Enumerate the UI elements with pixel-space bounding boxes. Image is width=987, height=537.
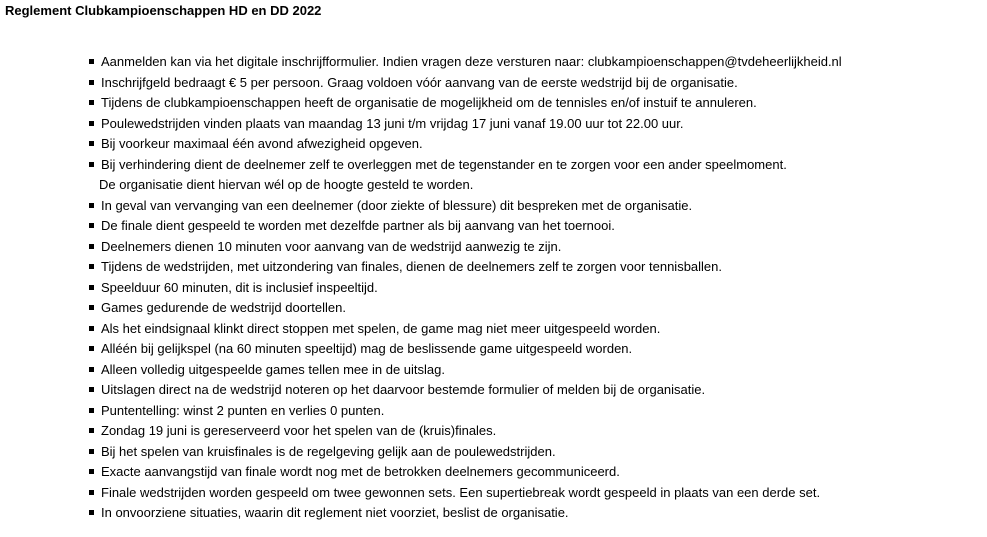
rules-list xyxy=(88,52,842,524)
list-item xyxy=(88,442,842,463)
list-item xyxy=(88,462,842,483)
rule-text: Games gedurende de wedstrijd doortellen. xyxy=(101,300,346,315)
bullet-icon xyxy=(89,141,94,146)
list-item xyxy=(88,339,842,360)
list-item xyxy=(88,237,842,258)
rule-text: In onvoorziene situaties, waarin dit reglement niet voorziet, beslist de organisatie. xyxy=(101,505,569,520)
bullet-icon xyxy=(89,244,94,249)
bullet-icon xyxy=(89,285,94,290)
rule-text: In geval van vervanging van een deelnemer (door ziekte of blessure) dit bespreken met de organisatie. xyxy=(101,197,693,213)
rule-text: Alleen volledig uitgespeelde games tellen mee in de uitslag. xyxy=(101,361,445,377)
bullet-icon xyxy=(89,59,94,64)
rule-text: Puntentelling: winst 2 punten en verlies 0 punten. xyxy=(101,402,385,418)
rule-text: Tijdens de wedstrijden, met uitzondering van finales, dienen de deelnemers zelf te zorgen voor tennisballen. xyxy=(101,259,722,274)
list-item xyxy=(88,421,842,442)
list-item xyxy=(88,52,842,73)
bullet-icon xyxy=(89,326,94,331)
rule-text: Aanmelden kan via het digitale inschrijfformulier. Indien vragen deze versturen naar: clubkampioenschappen@tvdeheerlijkheid.nl xyxy=(101,54,842,69)
bullet-icon xyxy=(89,223,94,228)
list-item xyxy=(88,380,842,401)
bullet-icon xyxy=(89,510,94,515)
bullet-icon xyxy=(89,387,94,392)
list-item xyxy=(88,360,842,381)
bullet-icon xyxy=(89,469,94,474)
bullet-icon xyxy=(89,346,94,351)
bullet-icon xyxy=(89,100,94,105)
bullet-icon xyxy=(89,264,94,269)
bullet-icon xyxy=(89,80,94,85)
rule-text: Inschrijfgeld bedraagt € 5 per persoon. Graag voldoen vóór aanvang van de eerste wedstrijd bij de organisatie. xyxy=(101,74,738,90)
bullet-icon xyxy=(89,428,94,433)
list-item xyxy=(88,155,842,196)
rule-text: De finale dient gespeeld te worden met dezelfde partner als bij aanvang van het toernooi. xyxy=(101,218,615,233)
rule-text: Bij het spelen van kruisfinales is de regelgeving gelijk aan de poulewedstrijden. xyxy=(101,443,556,459)
document-title: Reglement Clubkampioenschappen HD en DD 2022 xyxy=(5,3,322,18)
list-item xyxy=(88,134,842,155)
list-item xyxy=(88,503,842,524)
rule-text: Poulewedstrijden vinden plaats van maandag 13 juni t/m vrijdag 17 juni vanaf 19.00 uur tot 22.00 uur. xyxy=(101,115,684,131)
list-item xyxy=(88,278,842,299)
rule-text: Bij verhindering dient de deelnemer zelf te overleggen met de tegenstander en te zorgen voor een ander speelmoment. xyxy=(101,156,787,172)
list-item xyxy=(88,319,842,340)
rule-continuation-text: De organisatie dient hiervan wél op de hoogte gesteld te worden. xyxy=(99,177,474,192)
rule-text: Finale wedstrijden worden gespeeld om twee gewonnen sets. Een supertiebreak wordt gespeeld in plaats van een derde set. xyxy=(101,484,821,500)
list-item xyxy=(88,196,842,217)
bullet-icon xyxy=(89,305,94,310)
list-item xyxy=(88,483,842,504)
rule-text: Uitslagen direct na de wedstrijd noteren op het daarvoor bestemde formulier of melden bij de organisatie. xyxy=(101,382,706,397)
bullet-icon xyxy=(89,367,94,372)
rule-text: Als het eindsignaal klinkt direct stoppen met spelen, de game mag niet meer uitgespeeld worden. xyxy=(101,320,661,336)
bullet-icon xyxy=(89,408,94,413)
list-item xyxy=(88,93,842,114)
bullet-icon xyxy=(89,490,94,495)
rule-text: Speelduur 60 minuten, dit is inclusief inspeeltijd. xyxy=(101,279,378,295)
bullet-icon xyxy=(89,203,94,208)
rule-text: Deelnemers dienen 10 minuten voor aanvang van de wedstrijd aanwezig te zijn. xyxy=(101,238,562,254)
rule-text: Alléén bij gelijkspel (na 60 minuten speeltijd) mag de beslissende game uitgespeeld worden. xyxy=(101,341,633,356)
list-item xyxy=(88,401,842,422)
list-item xyxy=(88,216,842,237)
list-item xyxy=(88,114,842,135)
rule-text: Bij voorkeur maximaal één avond afwezigheid opgeven. xyxy=(101,136,423,151)
rule-text: Tijdens de clubkampioenschappen heeft de organisatie de mogelijkheid om de tennisles en/of instuif te annuleren. xyxy=(101,95,757,110)
bullet-icon xyxy=(89,121,94,126)
list-item xyxy=(88,73,842,94)
bullet-icon xyxy=(89,449,94,454)
list-item xyxy=(88,257,842,278)
rule-text: Zondag 19 juni is gereserveerd voor het spelen van de (kruis)finales. xyxy=(101,423,497,438)
list-item xyxy=(88,298,842,319)
bullet-icon xyxy=(89,162,94,167)
rule-text: Exacte aanvangstijd van finale wordt nog met de betrokken deelnemers gecommuniceerd. xyxy=(101,464,620,479)
